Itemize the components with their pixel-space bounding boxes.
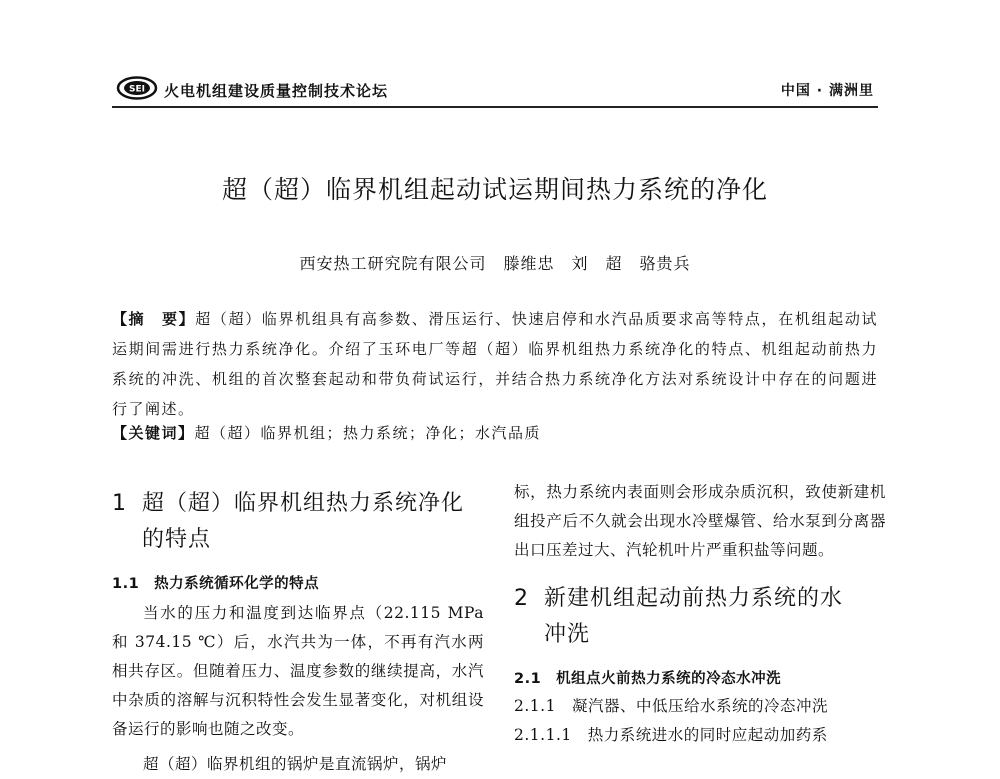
section-1-number: 1 xyxy=(112,491,127,516)
section-2-1-1-heading: 2.1.1 凝汽器、中低压给水系统的冷态冲洗 xyxy=(514,697,828,715)
paper-title: 超（超）临界机组起动试运期间热力系统的净化 xyxy=(221,175,768,204)
section-2-1-heading: 2.1 机组点火前热力系统的冷态水冲洗 xyxy=(514,671,782,687)
conference-logo xyxy=(116,76,158,100)
keywords-label: 【关键词】 xyxy=(112,424,195,442)
section-2-heading xyxy=(514,581,886,653)
right-column xyxy=(514,478,886,750)
section-2-title-line2: 冲洗 xyxy=(544,622,591,647)
abstract-label: 【摘 要】 xyxy=(112,310,196,328)
forum-location: 中国 · 满洲里 xyxy=(780,83,874,99)
paragraph-2: 超（超）临界机组的锅炉是直流锅炉，锅炉 xyxy=(143,755,448,773)
paragraph-continued: 标，热力系统内表面则会形成杂质沉积，致使新建机组投产后不久就会出现水冷壁爆管、给水泵到分离器出口压差过大、汽轮机叶片严重积盐等问题。 xyxy=(514,483,886,559)
keywords-text: 超（超）临界机组；热力系统；净化；水汽品质 xyxy=(194,424,542,442)
paragraph-1: 当水的压力和温度到达临界点（22.115 MPa 和 374.15 ℃）后，水汽共为一体，不再有汽水两相共存区。但随着压力、温度参数的继续提高，水汽中杂质的溶解与沉积特性会发生显著变化，对机组设备运行的影响也随之改变。 xyxy=(112,604,484,738)
section-1-title-line1: 超（超）临界机组热力系统净化 xyxy=(142,491,465,516)
section-1-heading xyxy=(112,486,484,558)
section-2-number: 2 xyxy=(514,586,529,611)
section-2-1-1-1-text: 2.1.1.1 热力系统进水的同时应起动加药系 xyxy=(514,726,828,744)
svg-text:SEI: SEI xyxy=(129,84,145,95)
section-2-title-line1: 新建机组起动前热力系统的水 xyxy=(544,586,844,611)
paper-authors: 西安热工研究院有限公司 滕维忠 刘 超 骆贵兵 xyxy=(299,254,691,273)
abstract-text: 超（超）临界机组具有高参数、滑压运行、快速启停和水汽品质要求高等特点，在机组起动试运期间需进行热力系统净化。介绍了玉环电厂等超（超）临界机组热力系统净化的特点、机组起动前热力系统的冲洗、机组的首次整套起动和带负荷试运行，并结合热力系统净化方法对系统设计中存在的问题进行了阐述。 xyxy=(112,310,878,418)
left-column xyxy=(112,486,484,779)
section-1-1-heading: 1.1 热力系统循环化学的特点 xyxy=(112,576,320,592)
abstract xyxy=(112,304,878,424)
page-header xyxy=(112,74,878,108)
keywords xyxy=(112,422,878,443)
section-1-title-line2: 的特点 xyxy=(142,527,212,552)
forum-title: 火电机组建设质量控制技术论坛 xyxy=(164,82,389,100)
